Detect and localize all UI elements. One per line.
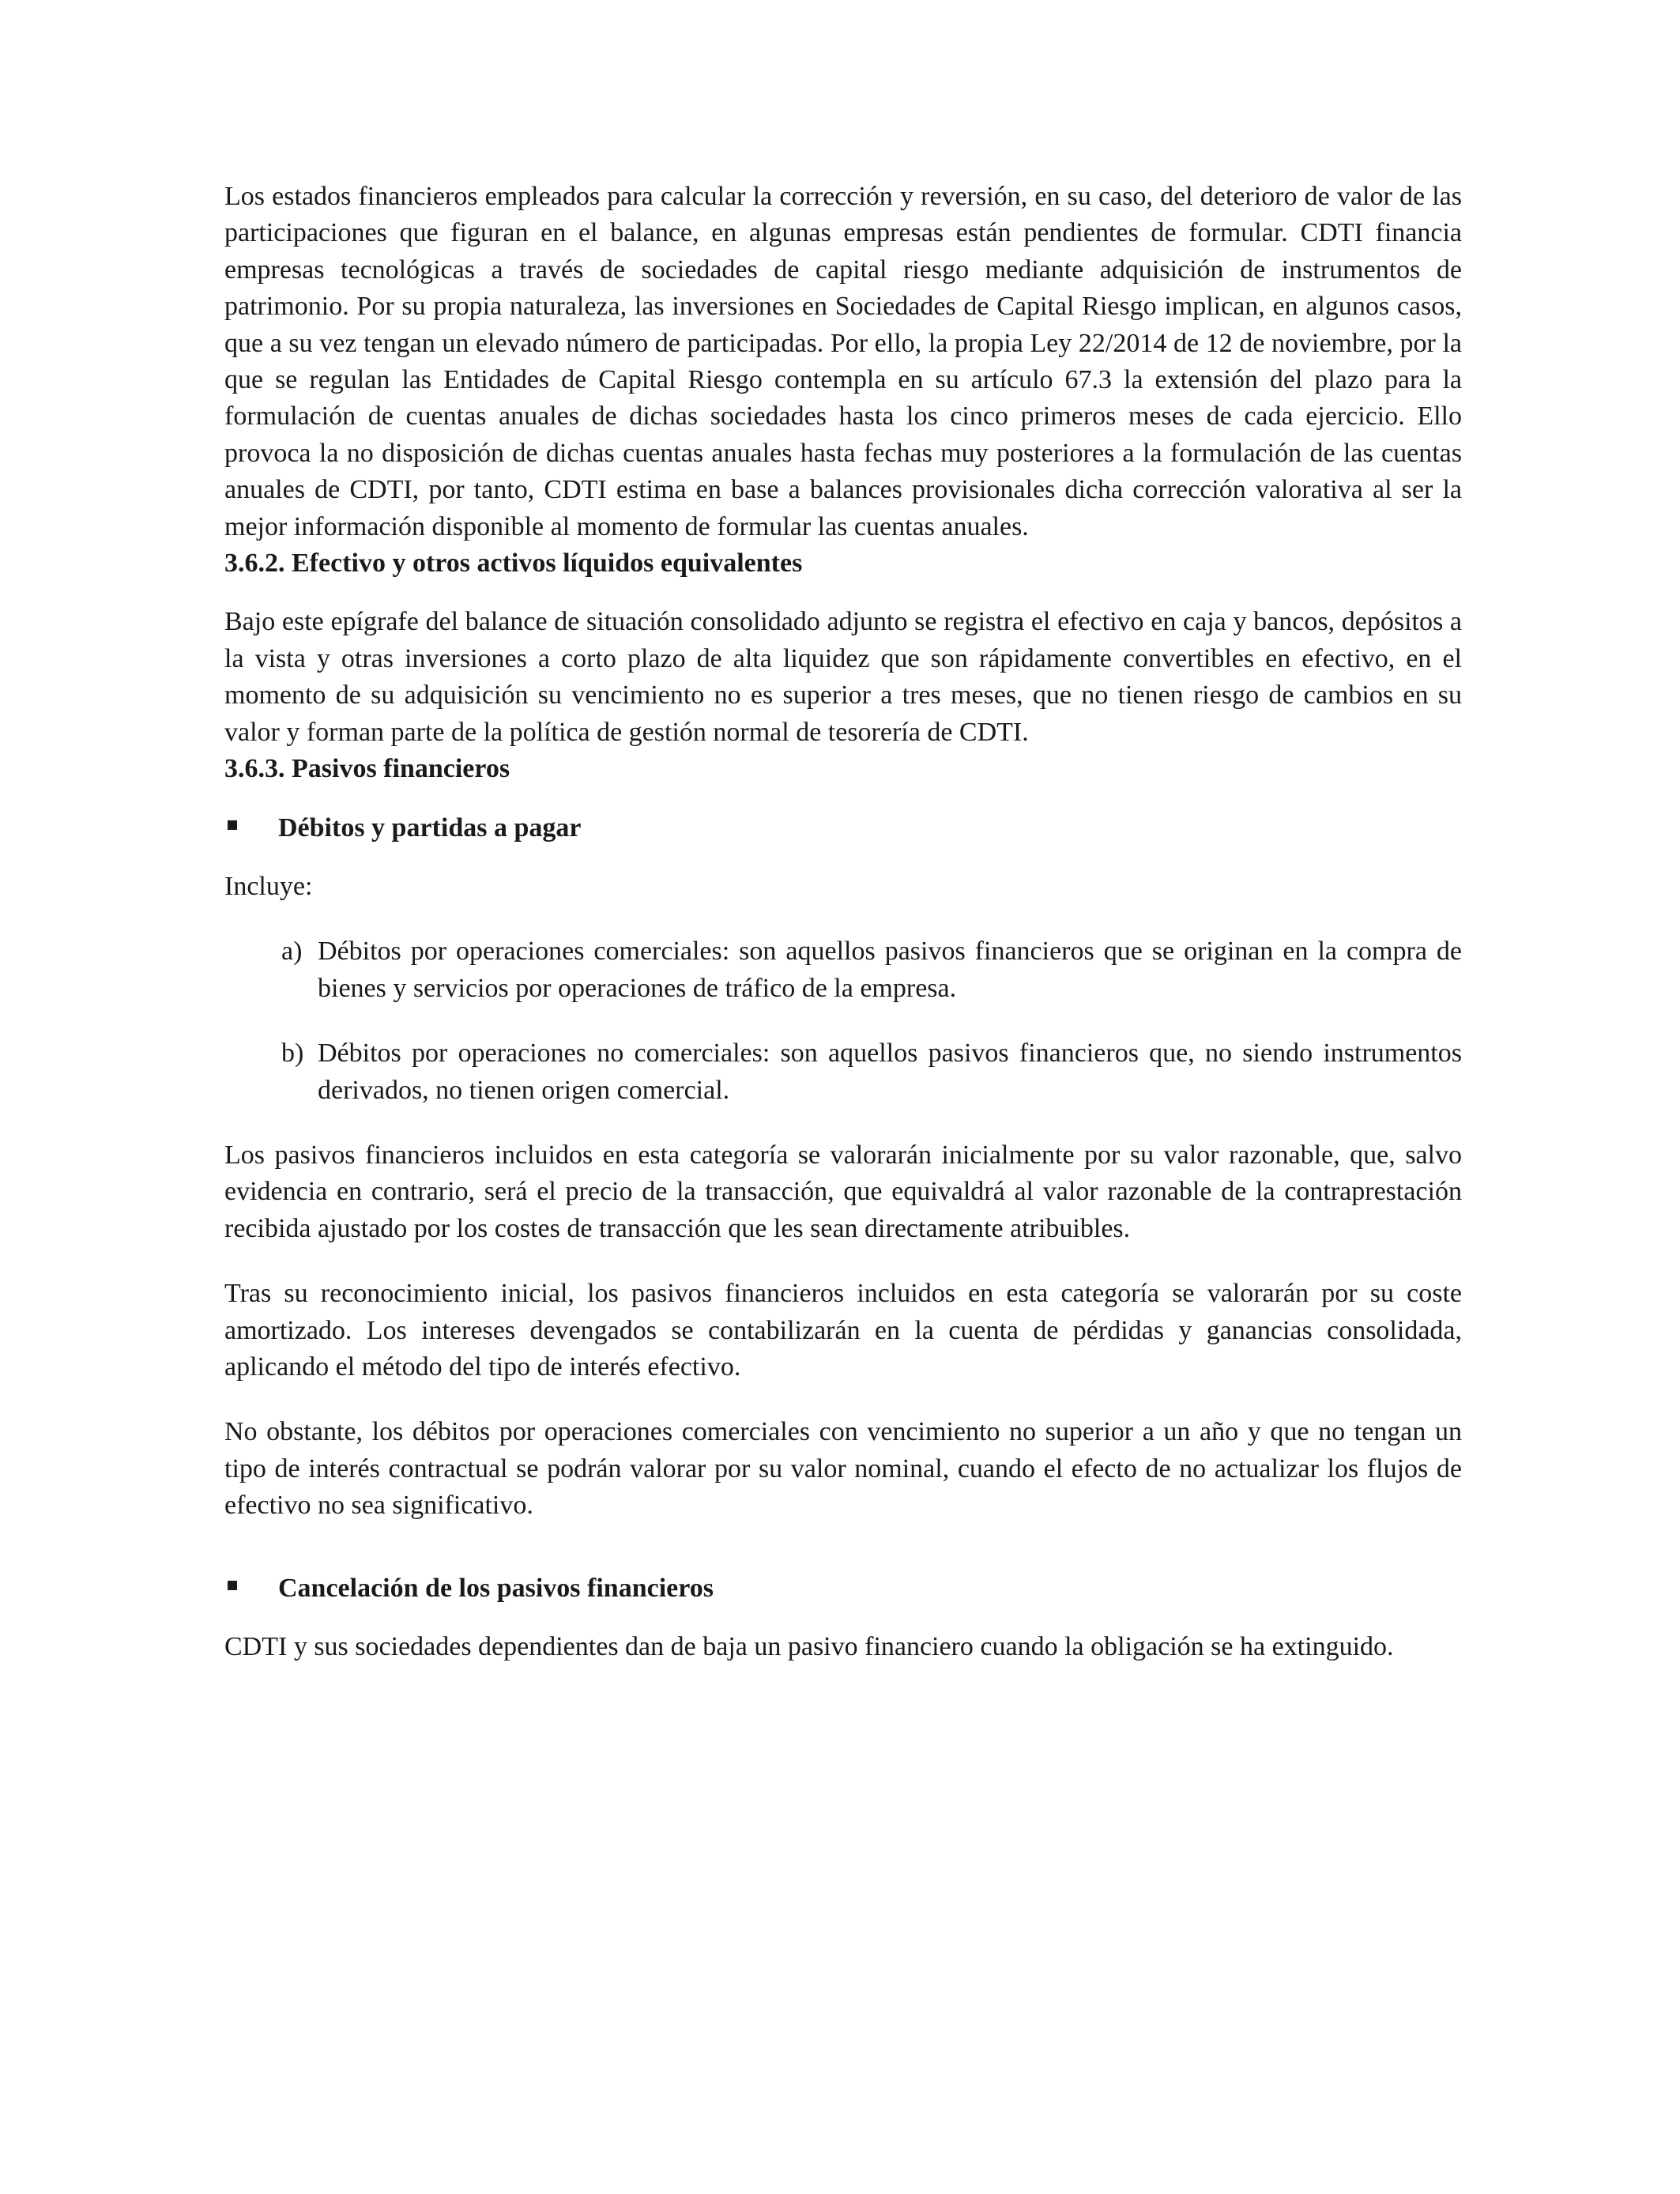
bullet-cancelacion: [224, 1570, 1462, 1607]
heading-3-6-2: 3.6.2. Efectivo y otros activos líquidos equivalentes: [224, 548, 803, 579]
bullet-cancelacion-label: Cancelación de los pasivos financieros: [278, 1573, 714, 1603]
paragraph-reconocimiento: Tras su reconocimiento inicial, los pasivos financieros incluidos en esta categoría se valorarán por su coste amortizado. Los intereses devengados se contabilizarán en la cuenta de pérdidas y ganancias consolidada, aplicando el método del tipo de interés efectivo.: [224, 1279, 1462, 1382]
paragraph-deterioro: Los estados financieros empleados para calcular la corrección y reversión, en su caso, del deterioro de valor de las participaciones que figuran en el balance, en algunas empresas están pendientes de formular. CDTI financia empresas tecnológicas a través de sociedades de capital riesgo mediante adquisición de instrumentos de patrimonio. Por su propia naturaleza, las inversiones en Sociedades de Capital Riesgo implican, en algunos casos, que a su vez tengan un elevado número de participadas. Por ello, la propia Ley 22/2014 de 12 de noviembre, por la que se regulan las Entidades de Capital Riesgo contempla en su artículo 67.3 la extensión del plazo para la formulación de cuentas anuales de dichas sociedades hasta los cinco primeros meses de cada ejercicio. Ello provoca la no disposición de dichas cuentas anuales hasta fechas muy posteriores a la formulación de las cuentas anuales de CDTI, por tanto, CDTI estima en base a balances provisionales dicha corrección valorativa al ser la mejor información disponible al momento de formular las cuentas anuales.: [224, 182, 1462, 541]
bullet-debitos: [224, 810, 1462, 846]
paragraph-no-obstante: No obstante, los débitos por operaciones comerciales con vencimiento no superior a un año y que no tengan un tipo de interés contractual se podrán valorar por su valor nominal, cuando el efecto de no actualizar los flujos de efectivo no sea significativo.: [224, 1417, 1462, 1521]
paragraph-valoracion-inicial: Los pasivos financieros incluidos en esta categoría se valorarán inicialmente por su valor razonable, que, salvo evidencia en contrario, será el precio de la transacción, que equivaldrá al valor razonable de la contraprestación recibida ajustado por los costes de transacción que les sean directamente atribuibles.: [224, 1140, 1462, 1243]
paragraph-baja-pasivo: CDTI y sus sociedades dependientes dan de baja un pasivo financiero cuando la obligación se ha extinguido.: [224, 1632, 1394, 1661]
bullet-debitos-label: Débitos y partidas a pagar: [278, 812, 582, 843]
list-item-a: [224, 933, 1462, 1007]
square-bullet-icon: [228, 1581, 237, 1590]
list-item-b: [224, 1035, 1462, 1109]
paragraph-efectivo: Bajo este epígrafe del balance de situación consolidado adjunto se registra el efectivo en caja y bancos, depósitos a la vista y otras inversiones a corto plazo de alta liquidez que son rápidamente convertibles en efectivo, en el momento de su adquisición su vencimiento no es superior a tres meses, que no tienen riesgo de cambios en su valor y forman parte de la política de gestión normal de tesorería de CDTI.: [224, 607, 1462, 747]
list-marker-b: b): [281, 1039, 304, 1069]
list-text-b: Débitos por operaciones no comerciales: son aquellos pasivos financieros que, no siendo instrumentos derivados, no tienen origen comercial.: [318, 1039, 1462, 1105]
paragraph-incluye: Incluye:: [224, 871, 313, 901]
document-page: [224, 179, 1462, 1665]
list-marker-a: a): [281, 937, 303, 967]
square-bullet-icon: [228, 820, 237, 830]
list-text-a: Débitos por operaciones comerciales: son aquellos pasivos financieros que se originan en la compra de bienes y servicios por operaciones de tráfico de la empresa.: [318, 937, 1462, 1003]
heading-3-6-3: 3.6.3. Pasivos financieros: [224, 754, 510, 784]
